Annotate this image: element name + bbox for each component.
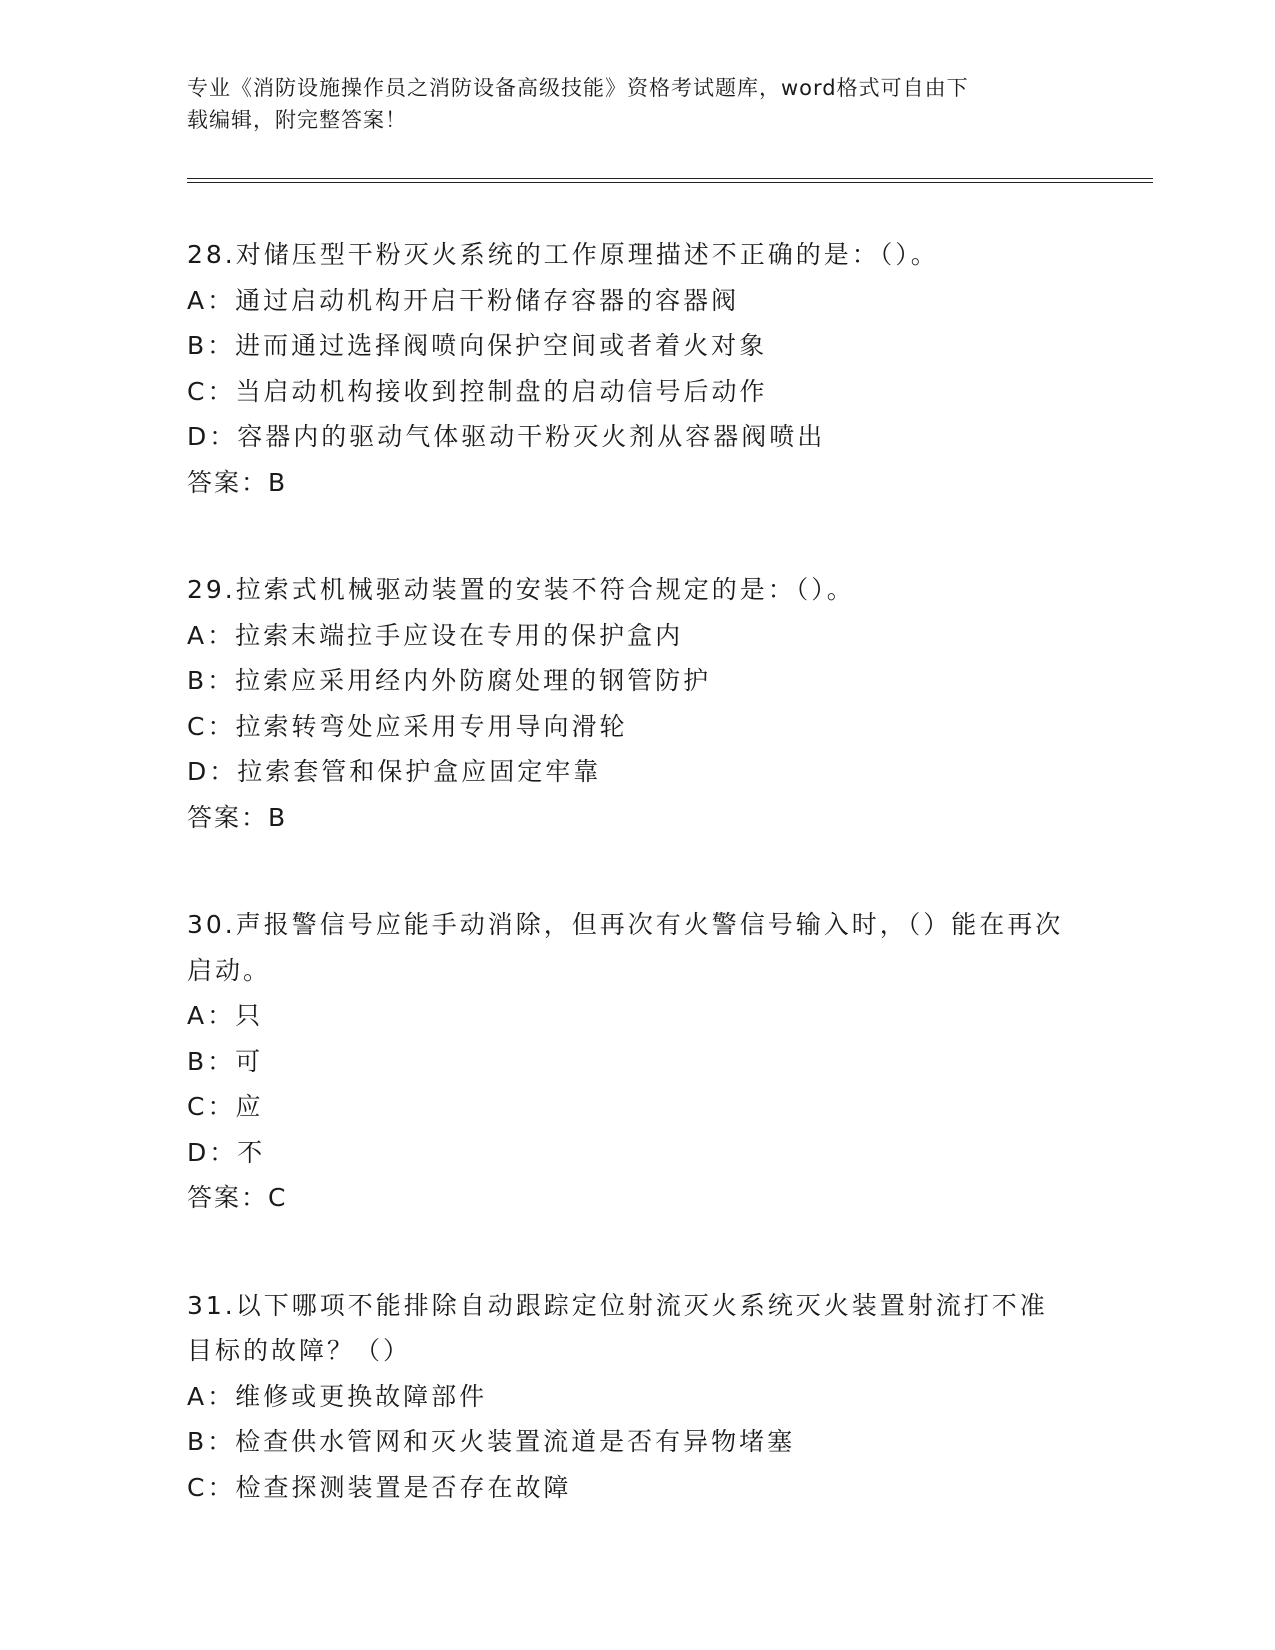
header-divider-bottom <box>187 182 1153 183</box>
option-d: D：拉索套管和保护盒应固定牢靠 <box>187 757 602 786</box>
question-stem: 31.以下哪项不能排除自动跟踪定位射流灭火系统灭火装置射流打不准目标的故障？（） <box>187 1290 1048 1365</box>
option-b: B：可 <box>187 1046 264 1076</box>
header-line-1: 专业《消防设施操作员之消防设备高级技能》资格考试题库，word格式可自由下 <box>187 76 969 100</box>
question-28 <box>187 232 1087 505</box>
option-c: C：应 <box>187 1092 264 1121</box>
answer-line: 答案：C <box>187 1183 288 1212</box>
question-31 <box>187 1283 1087 1511</box>
question-stem: 28.对储压型干粉灭火系统的工作原理描述不正确的是：（）。 <box>187 240 939 269</box>
question-29 <box>187 567 1087 840</box>
question-list <box>187 232 1087 1572</box>
answer-line: 答案：B <box>187 802 288 832</box>
document-header <box>187 72 1067 136</box>
option-a: A：拉索末端拉手应设在专用的保护盒内 <box>187 620 684 650</box>
option-c: C：检查探测装置是否存在故障 <box>187 1472 572 1502</box>
option-d: D：不 <box>187 1137 266 1167</box>
question-30 <box>187 902 1087 1221</box>
question-stem: 29.拉索式机械驱动装置的安装不符合规定的是：（）。 <box>187 575 855 604</box>
option-b: B：拉索应采用经内外防腐处理的钢管防护 <box>187 666 712 695</box>
option-a: A：维修或更换故障部件 <box>187 1381 488 1411</box>
option-c: C：拉索转弯处应采用专用导向滑轮 <box>187 711 628 741</box>
header-line-2: 载编辑，附完整答案！ <box>187 108 407 132</box>
question-stem: 30.声报警信号应能手动消除，但再次有火警信号输入时，（）能在再次启动。 <box>187 910 1064 985</box>
option-a: A：只 <box>187 1001 264 1030</box>
answer-line: 答案：B <box>187 467 288 497</box>
option-a: A：通过启动机构开启干粉储存容器的容器阀 <box>187 285 740 315</box>
header-divider-top <box>187 178 1153 179</box>
option-d: D：容器内的驱动气体驱动干粉灭火剂从容器阀喷出 <box>187 422 826 451</box>
option-b: B：进而通过选择阀喷向保护空间或者着火对象 <box>187 331 768 360</box>
option-b: B：检查供水管网和灭火装置流道是否有异物堵塞 <box>187 1427 796 1456</box>
option-c: C：当启动机构接收到控制盘的启动信号后动作 <box>187 376 768 406</box>
